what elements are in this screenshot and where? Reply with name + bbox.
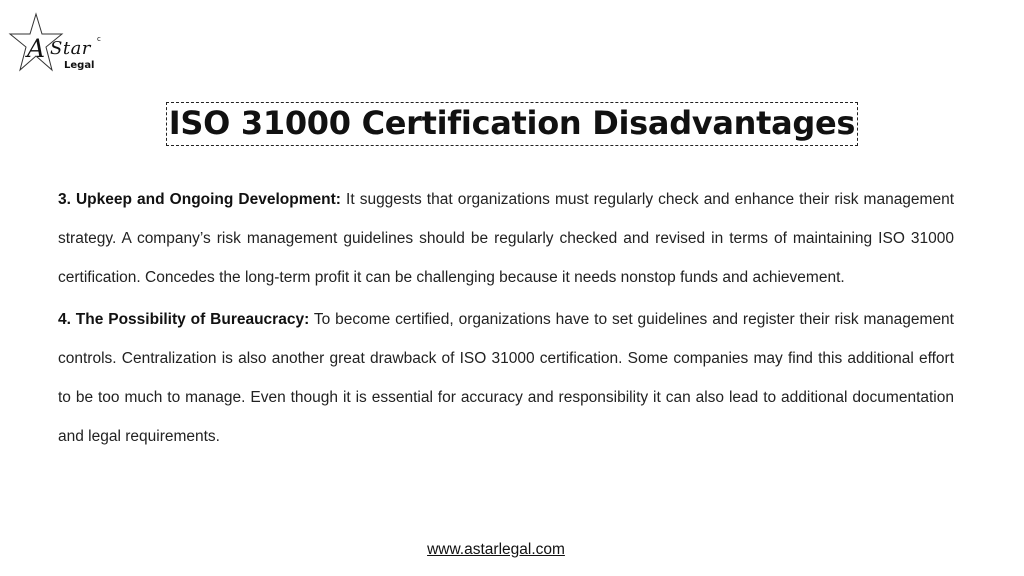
paragraph-bureaucracy [58,300,954,456]
logo-letter: A [27,34,46,63]
paragraph-text: To become certified, organizations have to set guidelines and register their risk management controls. Centralization is also another great drawback of ISO 31000 certification. Some companies may find this additional effort to be too much to manage. Even though it is essential for accuracy and responsibility it can also lead to additional documentation and legal requirements. [58,311,954,445]
paragraph-text: It suggests that organizations must regularly check and enhance their risk management strategy. A company’s risk management guidelines should be regularly checked and revised in terms of maintaining ISO 31000 certification. Concedes the long-term profit it can be challenging because it needs nonstop funds and achievement. [58,191,955,286]
paragraph-heading: 3. Upkeep and Ongoing Development: [58,191,341,208]
logo-copyright-mark: c [97,35,101,43]
astar-legal-logo [6,12,106,78]
logo-word: Star [50,38,91,59]
content-body [58,180,954,456]
logo-subtitle: Legal [64,60,95,71]
title-container [0,102,1024,146]
paragraph-heading: 4. The Possibility of Bureaucracy: [58,311,310,328]
page-title: ISO 31000 Certification Disadvantages [166,102,858,146]
website-link[interactable]: www.astarlegal.com [427,541,565,558]
paragraph-upkeep [58,180,954,297]
